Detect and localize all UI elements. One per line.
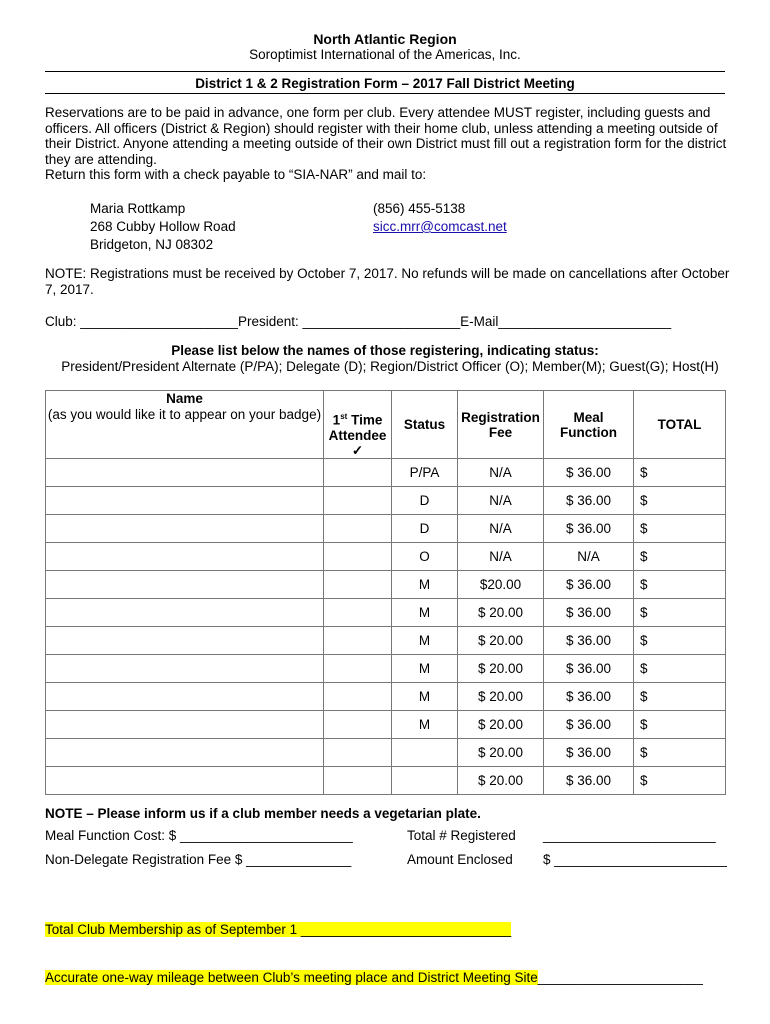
membership-mileage-block xyxy=(45,890,703,1018)
registration-fee-cell: N/A xyxy=(458,459,544,487)
name-cell[interactable] xyxy=(46,627,324,655)
first-time-cell[interactable] xyxy=(324,711,392,739)
name-cell[interactable] xyxy=(46,487,324,515)
first-time-cell[interactable] xyxy=(324,627,392,655)
table-row xyxy=(46,627,726,655)
total-cell[interactable]: $ xyxy=(634,767,726,795)
status-column-header: Status xyxy=(392,391,458,459)
contact-street: 268 Cubby Hollow Road xyxy=(90,219,236,234)
first-time-cell[interactable] xyxy=(324,767,392,795)
mailing-address xyxy=(90,200,236,254)
table-row xyxy=(46,599,726,627)
name-cell[interactable] xyxy=(46,767,324,795)
first-time-cell[interactable] xyxy=(324,571,392,599)
table-row xyxy=(46,487,726,515)
region-title: North Atlantic Region xyxy=(313,31,457,47)
name-cell[interactable] xyxy=(46,683,324,711)
contact-name: Maria Rottkamp xyxy=(90,201,186,216)
name-column-header xyxy=(46,391,324,459)
total-column-header: TOTAL xyxy=(634,391,726,459)
registration-fee-cell: $ 20.00 xyxy=(458,599,544,627)
first-time-suffix: st xyxy=(340,412,348,421)
club-membership-field[interactable]: Total Club Membership as of September 1 ____________________________ xyxy=(45,922,512,937)
first-time-cell[interactable] xyxy=(324,683,392,711)
table-row xyxy=(46,459,726,487)
top-rule xyxy=(45,71,725,72)
club-field[interactable]: Club: _____________________ xyxy=(45,314,238,329)
total-cell[interactable]: $ xyxy=(634,711,726,739)
intro-paragraph: Reservations are to be paid in advance, one form per club. Every attendee MUST register, including guests and officers. All officers (District & Region) should register with their home club, unless attending a meeting outside of their District. Anyone attending a meeting outside of their own District must fill out a registration form for the district they are attending. xyxy=(45,105,727,167)
registration-fee-cell: $ 20.00 xyxy=(458,711,544,739)
table-row xyxy=(46,767,726,795)
registration-deadline-note: NOTE: Registrations must be received by October 7, 2017. No refunds will be made on cancellations after October 7, 2017. xyxy=(45,266,730,297)
table-row xyxy=(46,739,726,767)
contact-email-link[interactable]: sicc.mrr@comcast.net xyxy=(373,219,507,234)
first-time-label: Time Attendee xyxy=(328,412,387,443)
contact-city: Bridgeton, NJ 08302 xyxy=(90,237,214,252)
first-time-cell[interactable] xyxy=(324,739,392,767)
meal-function-cell: $ 36.00 xyxy=(544,683,634,711)
total-cell[interactable]: $ xyxy=(634,543,726,571)
total-cell[interactable]: $ xyxy=(634,487,726,515)
total-cell[interactable]: $ xyxy=(634,683,726,711)
total-registered-label: Total # Registered xyxy=(407,828,516,843)
status-cell[interactable] xyxy=(392,739,458,767)
email-field[interactable]: E-Mail_______________________ xyxy=(460,314,672,329)
first-time-cell[interactable] xyxy=(324,655,392,683)
table-header-row xyxy=(46,391,726,459)
meal-function-cost-field[interactable]: Meal Function Cost: $ _______________________ xyxy=(45,828,353,843)
status-cell[interactable]: M xyxy=(392,711,458,739)
total-cell[interactable]: $ xyxy=(634,739,726,767)
meal-function-cell: $ 36.00 xyxy=(544,571,634,599)
checkmark-icon: ✓ xyxy=(351,442,364,458)
club-info-line xyxy=(45,314,671,329)
name-cell[interactable] xyxy=(46,459,324,487)
vegetarian-note: NOTE – Please inform us if a club member needs a vegetarian plate. xyxy=(45,806,481,821)
registration-fee-cell: $ 20.00 xyxy=(458,627,544,655)
meal-function-cell: $ 36.00 xyxy=(544,627,634,655)
meal-function-cell: $ 36.00 xyxy=(544,459,634,487)
table-row xyxy=(46,515,726,543)
status-cell[interactable]: M xyxy=(392,571,458,599)
name-cell[interactable] xyxy=(46,571,324,599)
registration-fee-cell: $ 20.00 xyxy=(458,739,544,767)
registration-fee-cell: $ 20.00 xyxy=(458,683,544,711)
table-row xyxy=(46,683,726,711)
form-title: District 1 & 2 Registration Form – 2017 Fall District Meeting xyxy=(195,76,575,91)
meal-function-cell: $ 36.00 xyxy=(544,655,634,683)
status-cell[interactable]: P/PA xyxy=(392,459,458,487)
first-time-column-header xyxy=(324,391,392,459)
amount-enclosed-field[interactable]: $ _______________________ xyxy=(543,852,727,867)
meal-function-cell: $ 36.00 xyxy=(544,487,634,515)
list-instructions: Please list below the names of those registering, indicating status: xyxy=(171,343,599,358)
status-cell[interactable]: M xyxy=(392,599,458,627)
name-cell[interactable] xyxy=(46,711,324,739)
table-row xyxy=(46,655,726,683)
status-cell[interactable]: M xyxy=(392,627,458,655)
name-cell[interactable] xyxy=(46,543,324,571)
registration-fee-cell: $ 20.00 xyxy=(458,767,544,795)
name-cell[interactable] xyxy=(46,655,324,683)
return-instructions: Return this form with a check payable to “SIA-NAR” and mail to: xyxy=(45,167,427,182)
intro-text xyxy=(45,105,735,183)
contact-phone: (856) 455-5138 xyxy=(373,201,466,216)
registration-fee-cell: $ 20.00 xyxy=(458,655,544,683)
first-time-cell[interactable] xyxy=(324,543,392,571)
total-cell[interactable]: $ xyxy=(634,459,726,487)
total-cell[interactable]: $ xyxy=(634,515,726,543)
registration-fee-cell: N/A xyxy=(458,487,544,515)
total-cell[interactable]: $ xyxy=(634,655,726,683)
contact-details xyxy=(373,200,507,236)
status-cell[interactable]: M xyxy=(392,655,458,683)
nondelegate-fee-field[interactable]: Non-Delegate Registration Fee $ ______________ xyxy=(45,852,352,867)
total-cell[interactable]: $ xyxy=(634,599,726,627)
meal-function-cell: $ 36.00 xyxy=(544,515,634,543)
organization-subtitle: Soroptimist International of the Americas, Inc. xyxy=(249,47,521,62)
total-cell[interactable]: $ xyxy=(634,571,726,599)
name-cell[interactable] xyxy=(46,739,324,767)
status-cell[interactable]: D xyxy=(392,515,458,543)
table-row xyxy=(46,543,726,571)
name-header-title: Name xyxy=(166,391,203,406)
status-legend: President/President Alternate (P/PA); Delegate (D); Region/District Officer (O); Member(M); Guest(G); Host(H) xyxy=(61,359,719,374)
total-registered-field[interactable]: _______________________ xyxy=(543,828,716,843)
meal-function-column-header: Meal Function xyxy=(544,391,634,459)
table-row xyxy=(46,711,726,739)
mileage-label: Accurate one-way mileage between Club’s meeting place and District Meeting Site xyxy=(45,970,538,985)
status-cell[interactable]: O xyxy=(392,543,458,571)
status-cell[interactable]: M xyxy=(392,683,458,711)
status-cell[interactable]: D xyxy=(392,487,458,515)
name-header-subtitle: (as you would like it to appear on your badge) xyxy=(47,407,322,422)
registration-fee-cell: $20.00 xyxy=(458,571,544,599)
mileage-field[interactable]: ______________________ xyxy=(537,970,703,985)
name-cell[interactable] xyxy=(46,515,324,543)
first-time-number: 1 xyxy=(332,412,341,428)
name-cell[interactable] xyxy=(46,599,324,627)
meal-function-cell: $ 36.00 xyxy=(544,711,634,739)
amount-enclosed-label: Amount Enclosed xyxy=(407,852,513,867)
meal-function-cell: $ 36.00 xyxy=(544,599,634,627)
registration-fee-cell: N/A xyxy=(458,515,544,543)
title-rule xyxy=(45,93,725,94)
president-field[interactable]: President: _____________________ xyxy=(237,314,461,329)
first-time-cell[interactable] xyxy=(324,487,392,515)
table-row xyxy=(46,571,726,599)
first-time-cell[interactable] xyxy=(324,599,392,627)
registration-fee-column-header: Registration Fee xyxy=(458,391,544,459)
first-time-cell[interactable] xyxy=(324,459,392,487)
registration-fee-cell: N/A xyxy=(458,543,544,571)
meal-function-cell: $ 36.00 xyxy=(544,767,634,795)
registration-table xyxy=(45,390,726,795)
meal-function-cell: N/A xyxy=(544,543,634,571)
meal-function-cell: $ 36.00 xyxy=(544,739,634,767)
total-cell[interactable]: $ xyxy=(634,627,726,655)
status-cell[interactable] xyxy=(392,767,458,795)
first-time-cell[interactable] xyxy=(324,515,392,543)
